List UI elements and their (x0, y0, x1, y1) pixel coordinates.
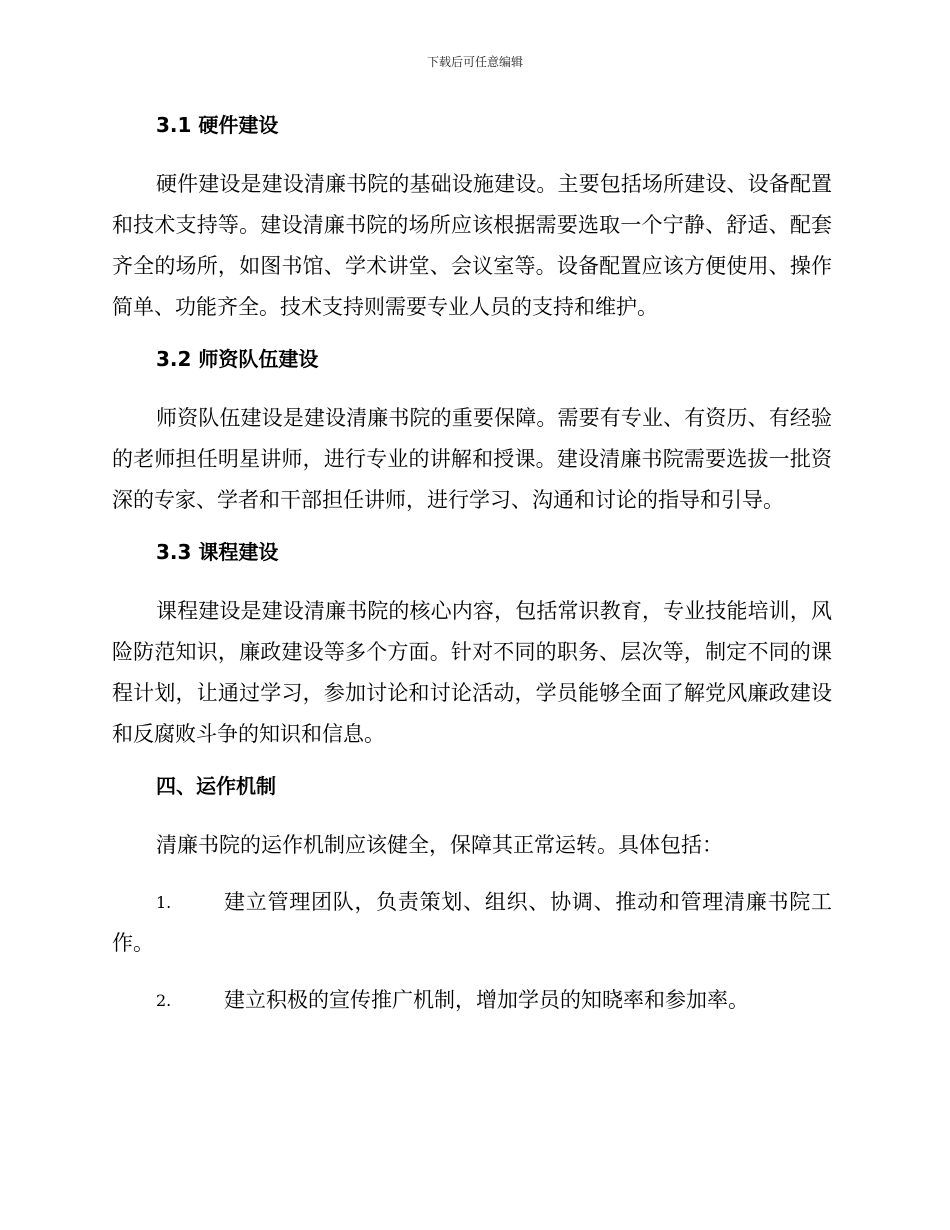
list-item-number: 1. (156, 893, 172, 912)
list-item-number: 2. (156, 991, 172, 1010)
section-paragraph: 硬件建设是建设清廉书院的基础设施建设。主要包括场所建设、设备配置和技术支持等。建设清廉书院的场所应该根据需要选取一个宁静、舒适、配套齐全的场所，如图书馆、学术讲堂、会议室等。设备配置应该方便使用、操作简单、功能齐全。技术支持则需要专业人员的支持和维护。 (112, 172, 832, 319)
chapter-intro: 清廉书院的运作机制应该健全，保障其正常运转。具体包括： (156, 833, 723, 857)
section-heading: 3.2 师资队伍建设 (156, 347, 319, 371)
list-item (112, 980, 832, 1021)
section-paragraph: 师资队伍建设是建设清廉书院的重要保障。需要有专业、有资历、有经验的老师担任明星讲师，进行专业的讲解和授课。建设清廉书院需要选拔一批资深的专家、学者和干部担任讲师，进行学习、沟通和讨论的指导和引导。 (112, 406, 832, 512)
list-item-text: 建立管理团队，负责策划、组织、协调、推动和管理清廉书院工作。 (112, 890, 832, 955)
section-heading: 3.3 课程建设 (156, 540, 279, 564)
list-item-text: 建立积极的宣传推广机制，增加学员的知晓率和参加率。 (224, 988, 749, 1012)
chapter-heading: 四、运作机制 (156, 774, 276, 798)
document-body (112, 110, 832, 1037)
page-header: 下载后可任意编辑 (426, 55, 523, 69)
list-item (112, 882, 832, 964)
section-heading: 3.1 硬件建设 (156, 113, 279, 137)
section-paragraph: 课程建设是建设清廉书院的核心内容，包括常识教育，专业技能培训，风险防范知识，廉政建设等多个方面。针对不同的职务、层次等，制定不同的课程计划，让通过学习，参加讨论和讨论活动，学员能够全面了解党风廉政建设和反腐败斗争的知识和信息。 (112, 599, 832, 746)
